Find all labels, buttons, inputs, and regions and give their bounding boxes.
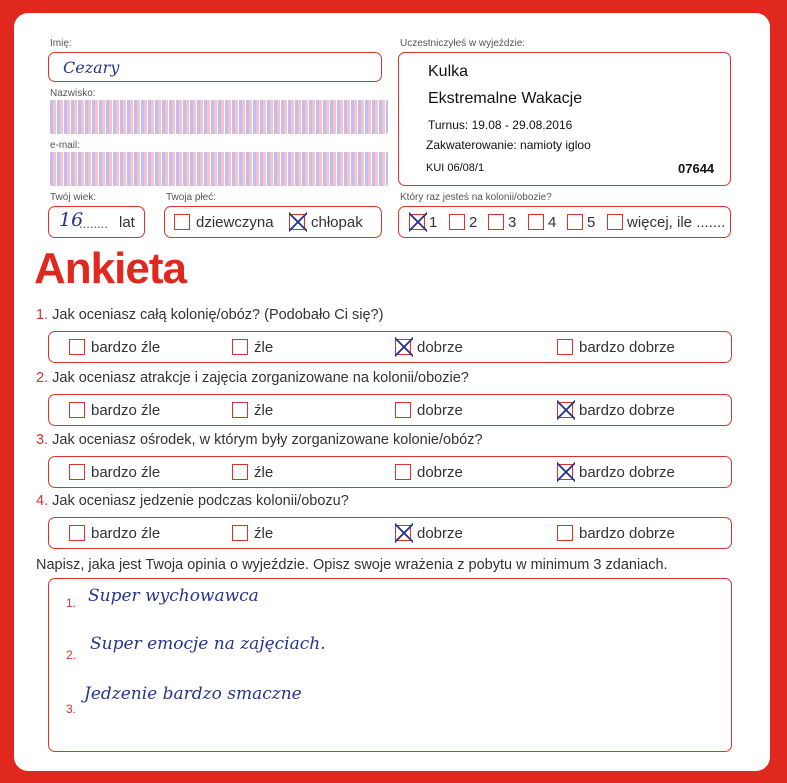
times-option-more[interactable] [607,213,725,231]
question-3-option-4[interactable] [557,463,675,481]
checkbox-checked[interactable] [557,464,573,480]
age-field[interactable] [48,206,145,238]
question-4-text [36,493,349,509]
option-label: źle [254,338,274,356]
checkbox[interactable] [232,402,248,418]
times-5-checkbox[interactable] [567,214,583,230]
question-1-label: Jak oceniasz całą kolonię/obóz? (Podobało Ci się?) [52,307,384,323]
option-label: źle [254,463,274,481]
checkbox[interactable] [69,464,85,480]
option-label: bardzo źle [91,338,161,356]
opinion-num-3: 3. [66,702,77,716]
checkbox[interactable] [557,339,573,355]
times-2-checkbox[interactable] [449,214,465,230]
checkbox[interactable] [69,339,85,355]
question-3-text [36,432,483,448]
survey-title: Ankieta [34,244,186,293]
opinion-line-1: Super wychowawca [88,586,259,606]
question-4-option-3[interactable] [395,524,463,542]
question-4-answers [48,517,732,549]
times-option-5[interactable] [567,213,595,231]
question-2-option-4[interactable] [557,401,675,419]
opinion-num-1: 1. [66,596,77,610]
times-option-2[interactable] [449,213,477,231]
question-4-option-1[interactable] [69,524,160,542]
option-label: źle [254,401,274,419]
question-2-number: 2. [36,370,49,386]
times-option-3[interactable] [488,213,516,231]
opinion-line-2: Super emocje na zajęciach. [90,634,326,654]
checkbox[interactable] [69,402,85,418]
times-option-1[interactable] [409,213,437,231]
times-more-label: więcej, ile ....... [627,213,726,231]
name-field[interactable] [48,52,382,82]
email-redacted [50,152,388,186]
opinion-line-3: Jedzenie bardzo smaczne [84,684,302,704]
camp-turnus: Turnus: 19.08 - 29.08.2016 [428,118,573,132]
question-1-text [36,307,383,323]
question-1-option-4[interactable] [557,338,675,356]
name-value: Cezary [63,58,120,77]
times-4-checkbox[interactable] [528,214,544,230]
camp-name: Kulka [428,63,469,80]
question-3-number: 3. [36,432,49,448]
question-4-option-4[interactable] [557,524,675,542]
checkbox-checked[interactable] [395,525,411,541]
opinion-num-2: 2. [66,648,77,662]
checkbox-checked[interactable] [395,339,411,355]
age-unit: lat [119,214,135,231]
question-3-answers [48,456,732,488]
question-1-option-3[interactable] [395,338,463,356]
camp-title: Ekstremalne Wakacje [428,90,583,107]
question-2-option-1[interactable] [69,401,160,419]
question-2-option-3[interactable] [395,401,463,419]
gender-field [164,206,382,238]
option-label: bardzo dobrze [579,524,675,542]
surname-label: Nazwisko: [50,88,96,99]
option-label: dobrze [417,338,463,356]
checkbox[interactable] [395,464,411,480]
camp-code: KUI 06/08/1 [426,162,485,174]
checkbox[interactable] [69,525,85,541]
age-value: 16 [59,209,84,231]
times-option-4[interactable] [528,213,556,231]
times-3-label: 3 [508,213,517,231]
question-2-label: Jak oceniasz atrakcje i zajęcia zorganizowane na kolonii/obozie? [52,370,469,386]
option-label: bardzo źle [91,463,161,481]
age-label: Twój wiek: [50,192,97,203]
opinion-prompt: Napisz, jaka jest Twoja opinia o wyjeździe. Opisz swoje wrażenia z pobytu w minimum 3 zdaniach. [36,557,668,573]
times-5-label: 5 [587,213,596,231]
checkbox[interactable] [557,525,573,541]
option-label: bardzo dobrze [579,338,675,356]
gender-label: Twoja płeć: [166,192,217,203]
option-label: dobrze [417,463,463,481]
gender-option-male[interactable] [289,213,363,231]
times-3-checkbox[interactable] [488,214,504,230]
email-label: e-mail: [50,140,81,151]
question-1-answers [48,331,732,363]
question-4-option-2[interactable] [232,524,273,542]
question-1-option-2[interactable] [232,338,273,356]
question-2-text [36,370,469,386]
times-1-label: 1 [429,213,438,231]
option-label: bardzo dobrze [579,463,675,481]
question-4-number: 4. [36,493,49,509]
times-2-label: 2 [469,213,478,231]
question-4-label: Jak oceniasz jedzenie podczas kolonii/obozu? [52,493,349,509]
checkbox[interactable] [232,464,248,480]
times-field [398,206,731,238]
option-label: bardzo źle [91,401,161,419]
female-checkbox[interactable] [174,214,190,230]
name-label: Imię: [50,38,72,49]
gender-female-label: dziewczyna [196,213,274,231]
question-1-number: 1. [36,307,49,323]
checkbox[interactable] [232,339,248,355]
checkbox[interactable] [232,525,248,541]
checkbox[interactable] [395,402,411,418]
option-label: bardzo dobrze [579,401,675,419]
times-1-checkbox-checked[interactable] [409,214,425,230]
times-label: Który raz jesteś na kolonii/obozie? [400,192,552,203]
age-dots: ........ [79,216,108,231]
question-3-option-2[interactable] [232,463,273,481]
question-3-option-3[interactable] [395,463,463,481]
option-label: dobrze [417,401,463,419]
option-label: dobrze [417,524,463,542]
times-more-checkbox[interactable] [607,214,623,230]
times-4-label: 4 [548,213,557,231]
male-checkbox-checked[interactable] [289,214,305,230]
question-1-option-1[interactable] [69,338,160,356]
surname-redacted [50,100,388,134]
question-2-answers [48,394,732,426]
checkbox-checked[interactable] [557,402,573,418]
camp-accommodation: Zakwaterowanie: namioty igloo [426,138,591,152]
option-label: bardzo źle [91,524,161,542]
gender-male-label: chłopak [311,213,363,231]
gender-option-female[interactable] [174,213,274,231]
question-3-label: Jak oceniasz ośrodek, w którym były zorganizowane kolonie/obóz? [52,432,483,448]
camp-number: 07644 [678,161,715,176]
participant-label: Uczestniczyłeś w wyjeździe: [400,38,526,49]
option-label: źle [254,524,274,542]
question-3-option-1[interactable] [69,463,160,481]
question-2-option-2[interactable] [232,401,273,419]
